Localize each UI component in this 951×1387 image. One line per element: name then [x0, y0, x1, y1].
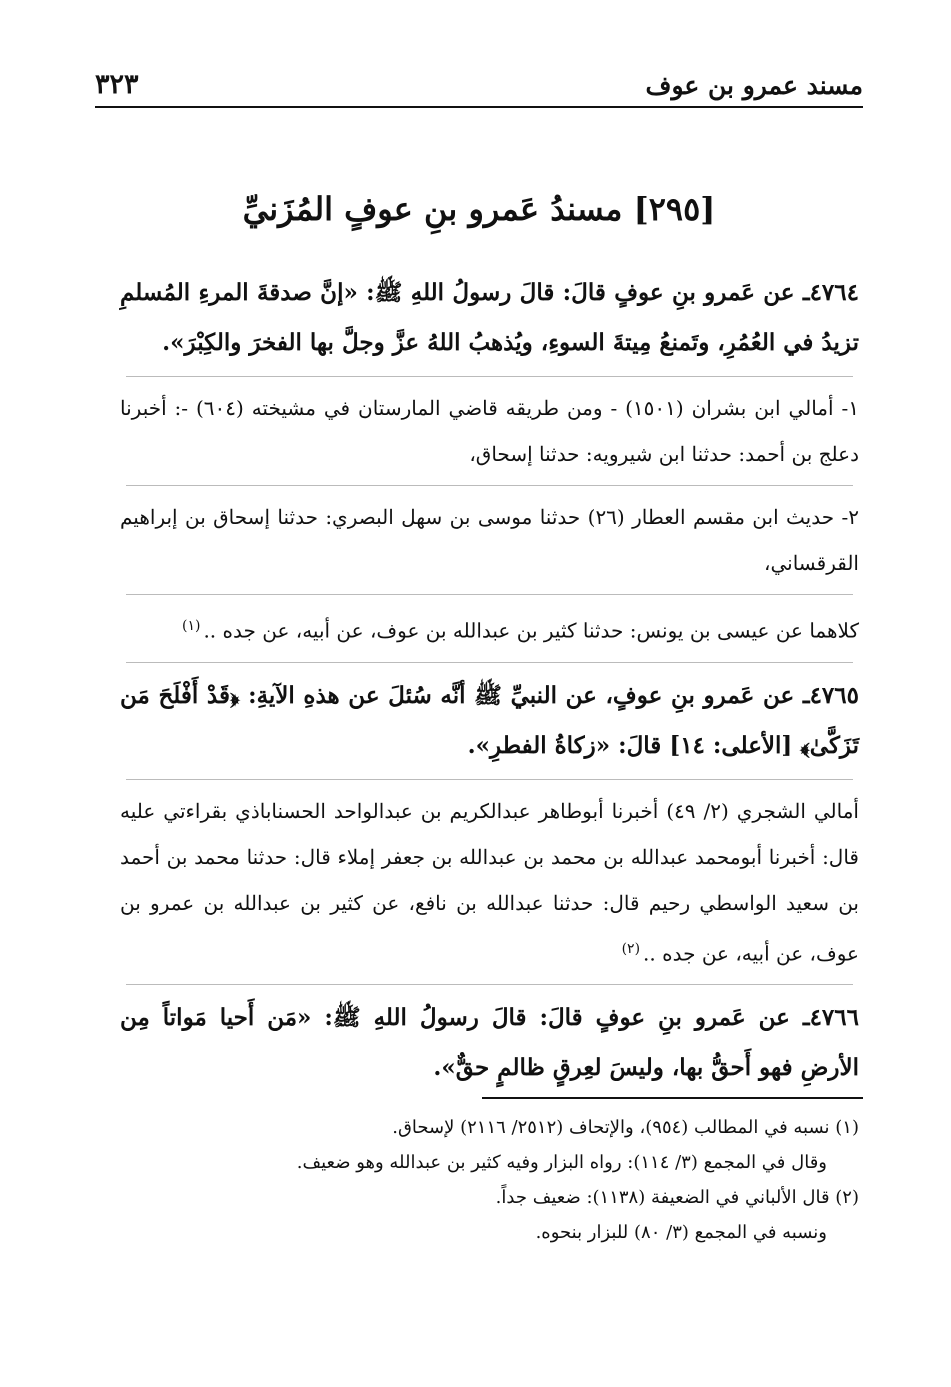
header-title: مسند عمرو بن عوف: [645, 71, 863, 100]
hadith-4764: ٤٧٦٤ـ عن عَمرو بنِ عوفٍ قالَ: قالَ رسولُ اللهِ ﷺ: «إنَّ صدقةَ المرءِ المُسلمِ تزيدُ في العُمُرِ، وتَمنعُ مِيتةَ السوءِ، ويُذهبُ اللهُ عزَّ وجلَّ بها الفخرَ والكِبْرَ».: [120, 279, 859, 356]
divider: [126, 662, 853, 663]
footnote-ref: (٢): [621, 940, 641, 957]
source-text: أمالي الشجري (٢/ ٤٩) أخبرنا أبوطاهر عبدالكريم بن عبدالواحد الحسناباذي بقراءتي عليه قال: أخبرنا أبومحمد عبدالله بن محمد بن عبدالله بن جعفر إملاء قال: حدثنا محمد بن أحمد بن سعيد الواسطي رحيم قال: حدثنا عبدالله بن نافع، عن كثير بن عبدالله بن عمرو بن عوف، عن أبيه، عن جده ..: [120, 798, 859, 966]
source-text: كلاهما عن عيسى بن يونس: حدثنا كثير بن عبدالله بن عوف، عن أبيه، عن جده ..: [203, 618, 859, 643]
footnote-1-cont: وقال في المجمع (٣/ ١١٤): رواه البزار وفيه كثير بن عبدالله وهو ضعيف.: [296, 1152, 827, 1173]
footnote-2: (٢) قال الألباني في الضعيفة (١١٣٨): ضعيف جداً.: [495, 1187, 859, 1208]
divider: [126, 984, 853, 985]
source-line: [120, 603, 859, 654]
hadith-4766: ٤٧٦٦ـ عن عَمرو بنِ عوفٍ قالَ: قالَ رسولُ اللهِ ﷺ: «مَن أَحيا مَواتاً مِن الأرضِ فهو أَحقُّ بها، وليسَ لعِرقٍ ظالمٍ حقٌّ».: [120, 1004, 859, 1082]
footnote-2-cont: ونسبه في المجمع (٣/ ٨٠) للبزار بنحوه.: [535, 1222, 827, 1243]
main-text: [120, 268, 859, 1093]
source-line: ٢- حديث ابن مقسم العطار (٢٦) حدثنا موسى بن سهل البصري: حدثنا إسحاق بن إبراهيم القرقساني،: [120, 505, 859, 575]
divider: [126, 594, 853, 595]
running-header: [95, 62, 863, 108]
source-line: ١- أمالي ابن بشران (١٥٠١) - ومن طريقه قاضي المارستان في مشيخته (٦٠٤) -: أخبرنا دعلج بن أحمد: حدثنا ابن شيرويه: حدثنا إسحاق،: [120, 396, 859, 466]
section-title: [٢٩٥] مسندُ عَمرو بنِ عوفٍ المُزَنيِّ: [242, 190, 716, 228]
footnote-ref: (١): [181, 618, 201, 634]
divider: [126, 376, 853, 377]
page-number: ٣٢٣: [95, 69, 139, 100]
divider: [126, 779, 853, 780]
divider: [126, 485, 853, 486]
footnote-rule: [482, 1097, 863, 1099]
footnotes: [120, 1110, 859, 1250]
source-line: [120, 788, 859, 977]
footnote-1: (١) نسبه في المطالب (٩٥٤)، والإتحاف (٢٥١٢/ ٢١١٦) لإسحاق.: [392, 1117, 859, 1138]
hadith-4765: ٤٧٦٥ـ عن عَمرو بنِ عوفٍ، عن النبيِّ ﷺ أنَّه سُئلَ عن هذهِ الآيةِ: ﴿قَدْ أَفْلَحَ مَن تَزَكَّىٰ﴾ [الأعلى: ١٤] قالَ: «زكاةُ الفطرِ».: [120, 681, 859, 759]
